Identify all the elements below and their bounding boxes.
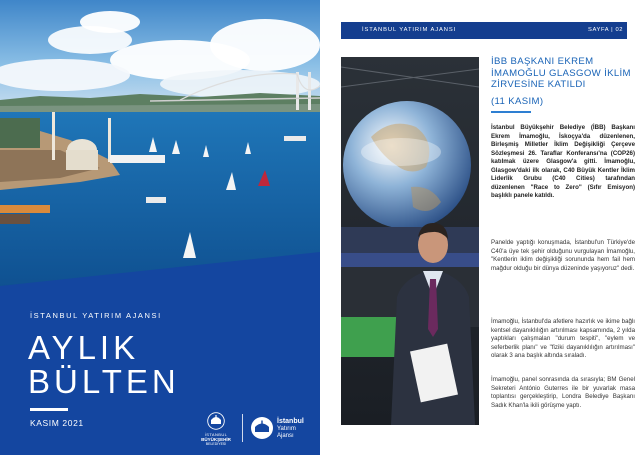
cover-divider <box>30 408 68 411</box>
article-paragraph-2: İmamoğlu, İstanbul'da afetlere hazırlık ve ikime bağlı kentsel dayanıklılığın artırılması kapsamında, 2 yılda yaptıkları çalışmaları "durum tespiti", "eylem ve seferberlik planı" ve "fiziki dayanıklılığın artırılması" olarak 3 ana başlık altında sıraladı. <box>491 318 635 360</box>
ibb-emblem-icon <box>207 412 225 430</box>
yatirim-logo-line1: İstanbul <box>277 418 304 425</box>
yatirim-ajansi-logo <box>250 416 310 442</box>
article-date: (11 KASIM) <box>491 96 544 107</box>
article-lead: İstanbul Büyükşehir Belediye (İBB) Başkanı Ekrem İmamoğlu, İskoçya'da düzenlenen, Birleşmiş Milletler İklim Değişikliği Çerçeve Sözleşmesi 26. Taraflar Konferansı'na (COP26) katılmak üzere Glasgow'a gitti. İmamoğlu, Glasgow'daki ilk olarak, C40 Büyük Kentler İklim Liderlik Grubu (C40 Cities) tarafından düzenlenen "Race to Zero" (Sıfır Emisyon) başlıklı panele katıldı. <box>491 124 635 200</box>
headline-divider <box>491 111 531 113</box>
cover-date: KASIM 2021 <box>30 418 84 428</box>
cover-title-line2: BÜLTEN <box>28 363 180 400</box>
ibb-logo-line1: İSTANBUL <box>204 432 228 437</box>
article-paragraph-3: İmamoğlu, panel sonrasında da sırasıyla; BM Genel Sekreteri António Guterres ile bir yuvarlak masa toplantısı gerçekleştirip, Londra Belediye Başkanı Sadık Khan'la ikili görüşme yaptı. <box>491 376 635 409</box>
yatirim-ajansi-emblem-icon <box>250 416 274 440</box>
ibb-logo <box>196 412 236 446</box>
article-paragraph-1: Panelde yaptığı konuşmada, İstanbul'un Türkiye'de C40'a üye tek şehir olduğunu vurgulayan İmamoğlu, "Kentlerin iklim değişikliği sorununda hem fail hem mağdur olduğu bir dünya düzeninde yaşıyoruz" dedi. <box>491 239 635 272</box>
cover-agency-label: İSTANBUL YATIRIM AJANSI <box>30 311 162 320</box>
ibb-logo-line2: BÜYÜKŞEHİR <box>201 437 231 442</box>
page-header-agency: İSTANBUL YATIRIM AJANSI <box>362 27 457 33</box>
yatirim-logo-line3: Ajansı <box>277 433 294 439</box>
page-number: SAYFA | 02 <box>588 27 624 33</box>
ibb-logo-line3: BELEDİYESİ <box>205 442 227 446</box>
yatirim-logo-line2: Yatırım <box>277 426 296 432</box>
imamoglu-globe-photo <box>341 57 479 425</box>
article-headline: İBB BAŞKANI EKREM İMAMOĞLU GLASGOW İKLİM ZİRVESİNE KATILDI <box>491 56 631 90</box>
logo-separator <box>242 414 243 442</box>
article-photo <box>341 57 479 425</box>
cover-title-line1: AYLIK <box>28 329 140 366</box>
